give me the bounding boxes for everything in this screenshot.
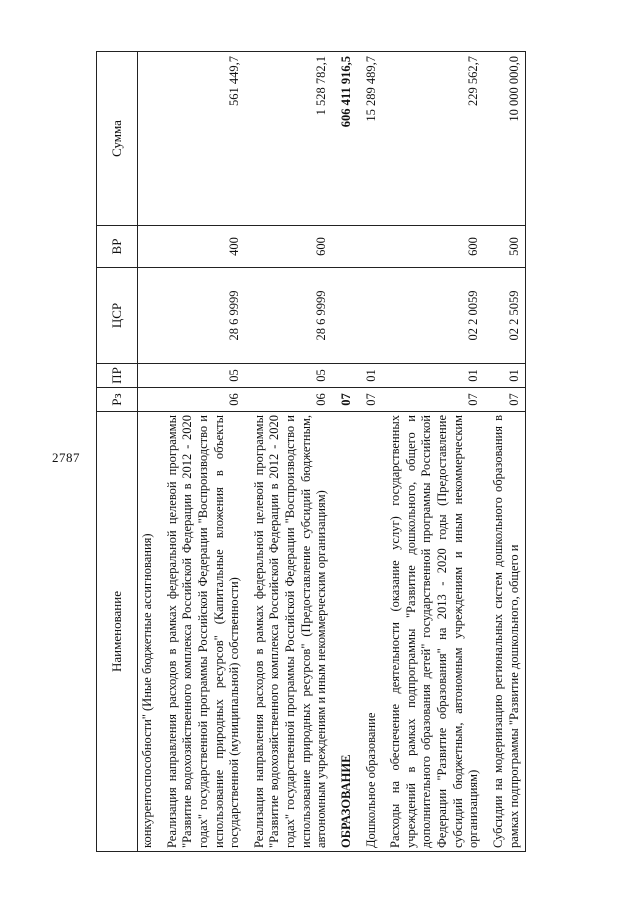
row-vr: 400 [159, 226, 246, 268]
section-title: ОБРАЗОВАНИЕ [333, 412, 358, 852]
row-vr: 600 [246, 226, 333, 268]
row-name: Субсидии на модернизацию региональных систем дошкольного образования в рамках подпрограммы "Развитие дошкольного, общего и [485, 412, 526, 852]
row-csr: 28 6 9999 [159, 268, 246, 364]
header-vr: ВР [97, 226, 138, 268]
header-csr: ЦСР [97, 268, 138, 364]
rotated-page-content [96, 52, 632, 852]
row-pr: 05 [246, 364, 333, 388]
row-rz: 07 [485, 388, 526, 412]
header-sum: Сумма [97, 52, 138, 226]
row-rz: 06 [159, 388, 246, 412]
row-pr [138, 364, 159, 388]
row-sum: 15 289 489,7 [358, 52, 383, 226]
row-csr: 02 2 5059 [485, 268, 526, 364]
table-row [159, 52, 246, 852]
table-row [382, 52, 485, 852]
row-vr: 600 [382, 226, 485, 268]
row-sum [138, 52, 159, 226]
row-csr [333, 268, 358, 364]
row-vr [333, 226, 358, 268]
row-pr: 01 [382, 364, 485, 388]
row-sum: 1 528 782,1 [246, 52, 333, 226]
row-csr [358, 268, 383, 364]
table-row [246, 52, 333, 852]
row-sum: 229 562,7 [382, 52, 485, 226]
header-rz: Рз [97, 388, 138, 412]
row-vr [358, 226, 383, 268]
row-rz: 06 [246, 388, 333, 412]
row-vr: 500 [485, 226, 526, 268]
row-name: Расходы на обеспечение деятельности (оказание услуг) государственных учреждений в рамках подпрограммы "Развитие дошкольного, общего и дополнительного образования детей" государственной программы Российской Федерации "Развитие образования" на 2013 - 2020 годы (Предоставление субсидий бюджетным, автономным учреждениям и иным некоммерческим организациям) [382, 412, 485, 852]
table-row [485, 52, 526, 852]
row-csr: 02 2 0059 [382, 268, 485, 364]
section-total: 606 411 916,5 [333, 52, 358, 226]
row-csr [138, 268, 159, 364]
budget-table [96, 51, 526, 852]
row-name: Реализация направления расходов в рамках федеральной целевой программы "Развитие водохозяйственного комплекса Российской Федерации в 2012 - 2020 годах" государственной программы Российской Федерации "Воспроизводство и использование природных ресурсов" (Капитальные вложения в объекты государственной (муниципальной) собственности) [159, 412, 246, 852]
row-name: конкурентоспособности" (Иные бюджетные ассигнования) [138, 412, 159, 852]
table-row [358, 52, 383, 852]
header-name: Наименование [97, 412, 138, 852]
table-header-row [97, 52, 138, 852]
row-csr: 28 6 9999 [246, 268, 333, 364]
row-pr: 05 [159, 364, 246, 388]
row-rz: 07 [358, 388, 383, 412]
row-vr [138, 226, 159, 268]
row-pr [333, 364, 358, 388]
row-rz: 07 [382, 388, 485, 412]
header-pr: ПР [97, 364, 138, 388]
row-name: Дошкольное образование [358, 412, 383, 852]
row-rz: 07 [333, 388, 358, 412]
table-row-section [333, 52, 358, 852]
table-row [138, 52, 159, 852]
row-pr: 01 [485, 364, 526, 388]
page-number: 2787 [52, 450, 80, 465]
row-pr: 01 [358, 364, 383, 388]
row-sum: 561 449,7 [159, 52, 246, 226]
row-sum: 10 000 000,0 [485, 52, 526, 226]
row-name: Реализация направления расходов в рамках федеральной целевой программы "Развитие водохозяйственного комплекса Российской Федерации в 2012 - 2020 годах" государственной программы Российской Федерации "Воспроизводство и использование природных ресурсов" (Предоставление субсидий бюджетным, автономным учреждениям и иным некоммерческим организациям) [246, 412, 333, 852]
row-rz [138, 388, 159, 412]
